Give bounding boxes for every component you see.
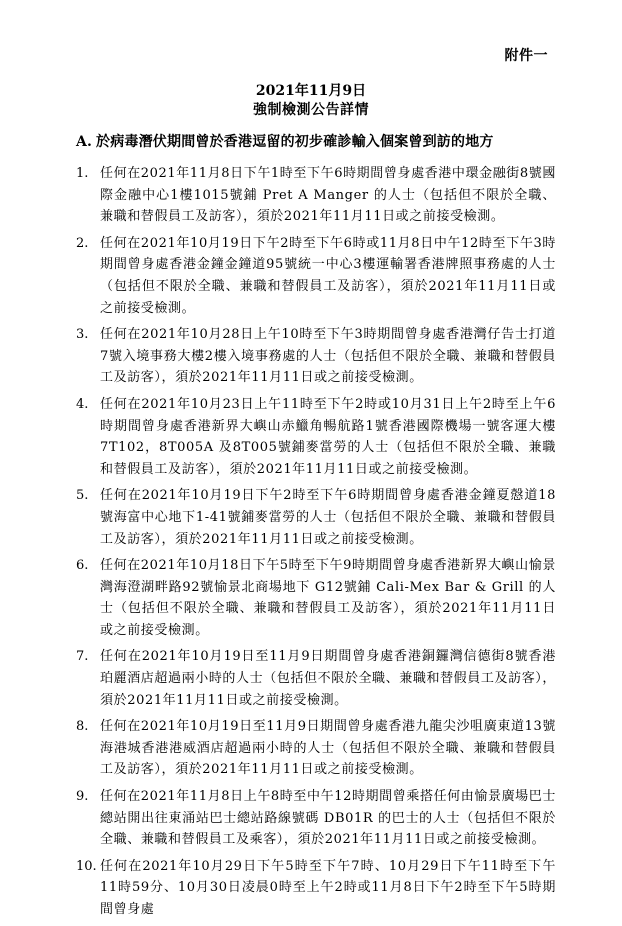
list-item-number: 2.	[76, 235, 89, 251]
list-item	[76, 233, 556, 319]
list-item-text: 任何在2021年10月18日下午5時至下午9時期間曾身處香港新界大嶼山愉景灣海澄湖畔路92號愉景北商場地下 G12號鋪 Cali-Mex Bar & Grill 的人士（包括但不限於全職、兼職和替假員工及訪客），須於2021年11月11日或之前接受檢測。	[100, 558, 556, 638]
list-item-text: 任何在2021年10月19日至11月9日期間曾身處香港銅鑼灣信德街8號香港珀麗酒店超過兩小時的人士（包括但不限於全職、兼職和替假員工及訪客），須於2021年11月11日或之前接受檢測。	[100, 649, 556, 708]
places-list	[76, 163, 556, 926]
list-item	[76, 394, 556, 480]
list-item-text: 任何在2021年11月8日下午1時至下午6時期間曾身處香港中環金融街8號國際金融中心1樓1015號鋪 Pret A Manger 的人士（包括但不限於全職、兼職和替假員工及訪客），須於2021年11月11日或之前接受檢測。	[100, 166, 556, 225]
list-item-text: 任何在2021年10月28日上午10時至下午3時期間曾身處香港灣仔告士打道7號入境事務大樓2樓入境事務處的人士（包括但不限於全職、兼職和替假員工及訪客），須於2021年11月11日或之前接受檢測。	[100, 327, 556, 386]
list-item	[76, 485, 556, 550]
list-item	[76, 646, 556, 711]
list-item-text: 任何在2021年11月8日上午8時至中午12時期間曾乘搭任何由愉景廣場巴士總站開出往東涌站巴士總站路線號碼 DB01R 的巴士的人士（包括但不限於全職、兼職和替假員工及乘客），須於2021年11月11日或之前接受檢測。	[100, 789, 556, 848]
list-item-number: 5.	[76, 488, 89, 504]
list-item-text: 任何在2021年10月19日下午2時至下午6時期間曾身處香港金鐘夏慤道18號海富中心地下1-41號鋪麥當勞的人士（包括但不限於全職、兼職和替假員工及訪客），須於2021年11月11日或之前接受檢測。	[100, 488, 556, 547]
list-item-number: 3.	[76, 327, 89, 343]
list-item-text: 任何在2021年10月19日下午2時至下午6時或11月8日中午12時至下午3時期間曾身處香港金鐘金鐘道95號統一中心3樓運輸署香港牌照事務處的人士（包括但不限於全職、兼職和替假員工及訪客），須於2021年11月11日或之前接受檢測。	[100, 235, 556, 316]
list-item	[76, 716, 556, 781]
list-item	[76, 324, 556, 389]
section-letter: A.	[76, 134, 93, 150]
list-item-number: 9.	[76, 789, 89, 805]
list-item	[76, 163, 556, 228]
list-item-text: 任何在2021年10月23日上午11時至下午2時或10月31日上午2時至上午6時期間曾身處香港新界大嶼山赤鱲角暢航路1號香港國際機場一號客運大樓7T102，8T005A 及8T005號鋪麥當勞的人士（包括但不限於全職、兼職和替假員工及訪客），須於2021年11月11日或之前接受檢測。	[100, 396, 556, 477]
list-item-number: 8.	[76, 719, 89, 735]
list-item	[76, 856, 556, 921]
list-item-text: 任何在2021年10月19日至11月9日期間曾身處香港九龍尖沙咀廣東道13號海港城香港港威酒店超過兩小時的人士（包括但不限於全職、兼職和替假員工及訪客），須於2021年11月11日或之前接受檢測。	[100, 719, 556, 778]
list-item-number: 7.	[76, 649, 89, 665]
list-item-number: 1.	[76, 166, 89, 181]
section-heading	[76, 131, 576, 151]
list-item	[76, 555, 556, 641]
annex-label: 附件一	[504, 48, 548, 64]
list-item-number: 10.	[76, 858, 97, 874]
list-item-number: 4.	[76, 396, 89, 412]
list-item-text: 任何在2021年10月29日下午5時至下午7時、10月29日下午11時至下午11時59分、10月30日凌晨0時至上午2時或11月8日下午2時至下午5時期間曾身處	[100, 858, 556, 917]
section-heading-text: 於病毒潛伏期間曾於香港逗留的初步確診輸入個案曾到訪的地方	[96, 134, 494, 150]
document-date: 2021年11月9日	[255, 83, 367, 99]
list-item-number: 6.	[76, 558, 89, 574]
page-title: 強制檢測公告詳情	[253, 102, 369, 118]
